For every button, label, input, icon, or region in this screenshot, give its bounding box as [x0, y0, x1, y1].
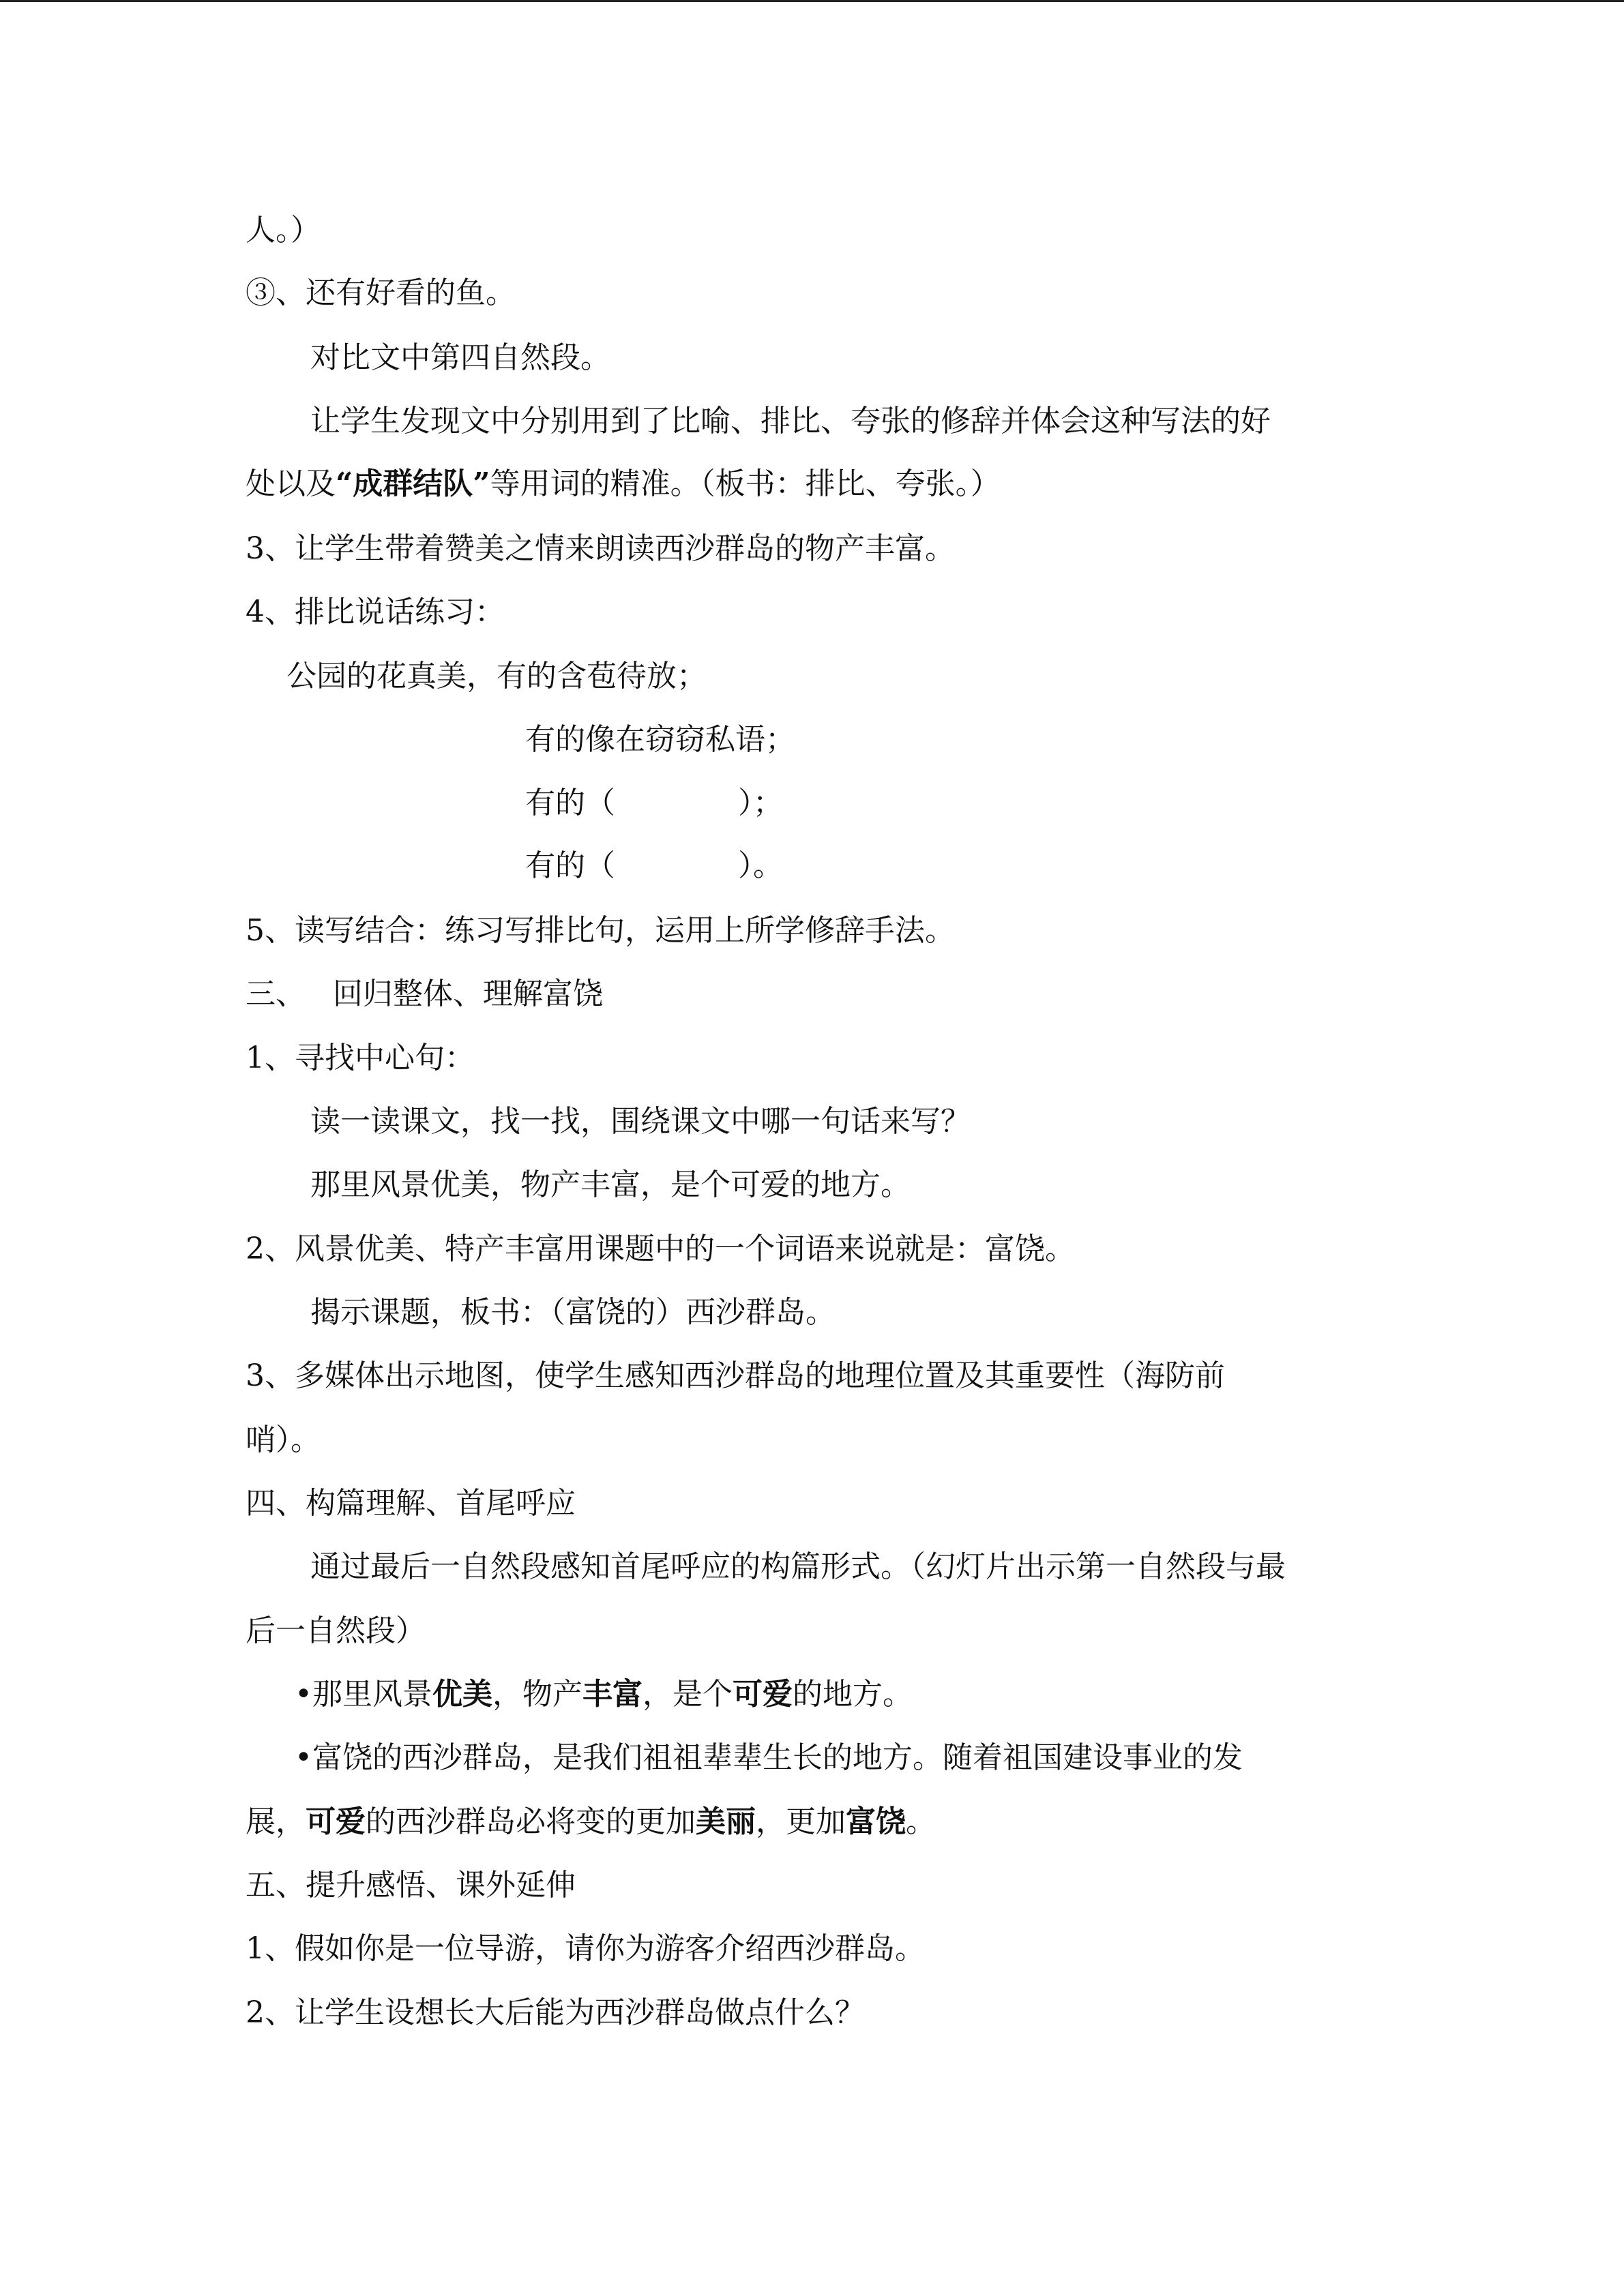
- paragraph-line: 让学生发现文中分别用到了比喻、排比、夸张的修辞并体会这种写法的好: [310, 404, 1271, 438]
- text-line: ③、还有好看的鱼。: [246, 275, 516, 310]
- section-heading: 三、 回归整体、理解富饶: [246, 976, 603, 1011]
- emphasis-term: “成群结队”: [336, 466, 490, 501]
- section-heading: 五、提升感悟、课外延伸: [246, 1868, 576, 1903]
- text-line: 那里风景优美，物产丰富，是个可爱的地方。: [310, 1167, 911, 1202]
- emphasis-term: 丰富: [582, 1677, 643, 1712]
- emphasis-term: 富饶: [846, 1804, 906, 1839]
- bullet-item: •富饶的西沙群岛，是我们祖祖辈辈生长的地方。随着祖国建设事业的发: [295, 1740, 1243, 1775]
- list-item: 1、假如你是一位导游，请你为游客介绍西沙群岛。: [246, 1931, 925, 1966]
- bullet-item: •那里风景优美，物产丰富，是个可爱的地方。: [295, 1677, 913, 1712]
- list-item: 4、排比说话练习：: [246, 595, 505, 629]
- emphasis-term: 可爱: [306, 1804, 366, 1839]
- text-line: 读一读课文，找一找，围绕课文中哪一句话来写？: [310, 1104, 971, 1139]
- text-line: 对比文中第四自然段。: [310, 340, 610, 375]
- list-item: 5、读写结合：练习写排比句，运用上所学修辞手法。: [246, 913, 955, 948]
- text-line: 哨）。: [246, 1422, 321, 1457]
- emphasis-term: 优美: [432, 1677, 492, 1712]
- emphasis-term: 美丽: [696, 1804, 756, 1839]
- paragraph-line: 通过最后一自然段感知首尾呼应的构篇形式。（幻灯片出示第一自然段与最: [310, 1549, 1286, 1584]
- text-line: 揭示课题，板书：（富饶的）西沙群岛。: [310, 1295, 836, 1330]
- page-top-border: [0, 0, 1624, 2]
- emphasis-term: 可爱: [732, 1677, 793, 1712]
- list-item: 3、多媒体出示地图，使学生感知西沙群岛的地理位置及其重要性（海防前: [246, 1358, 1225, 1393]
- fill-blank-line: 有的（ ）；: [525, 786, 783, 820]
- list-item: 1、寻找中心句：: [246, 1041, 475, 1075]
- list-item: 3、让学生带着赞美之情来朗读西沙群岛的物产丰富。: [246, 531, 955, 566]
- text-line: 人。）: [246, 213, 321, 248]
- text-line: 有的像在窃窃私语；: [525, 722, 795, 757]
- section-heading: 四、构篇理解、首尾呼应: [246, 1486, 576, 1521]
- text-line: 后一自然段）: [246, 1613, 426, 1648]
- text-line: 公园的花真美，有的含苞待放；: [286, 659, 707, 694]
- paragraph-line: 处以及“成群结队”等用词的精准。（板书：排比、夸张。）: [246, 466, 1001, 501]
- paragraph-line: 展，可爱的西沙群岛必将变的更加美丽，更加富饶。: [246, 1804, 936, 1839]
- list-item: 2、让学生设想长大后能为西沙群岛做点什么？: [246, 1995, 865, 2030]
- fill-blank-line: 有的（ ）。: [525, 848, 783, 883]
- list-item: 2、风景优美、特产丰富用课题中的一个词语来说就是：富饶。: [246, 1232, 1075, 1266]
